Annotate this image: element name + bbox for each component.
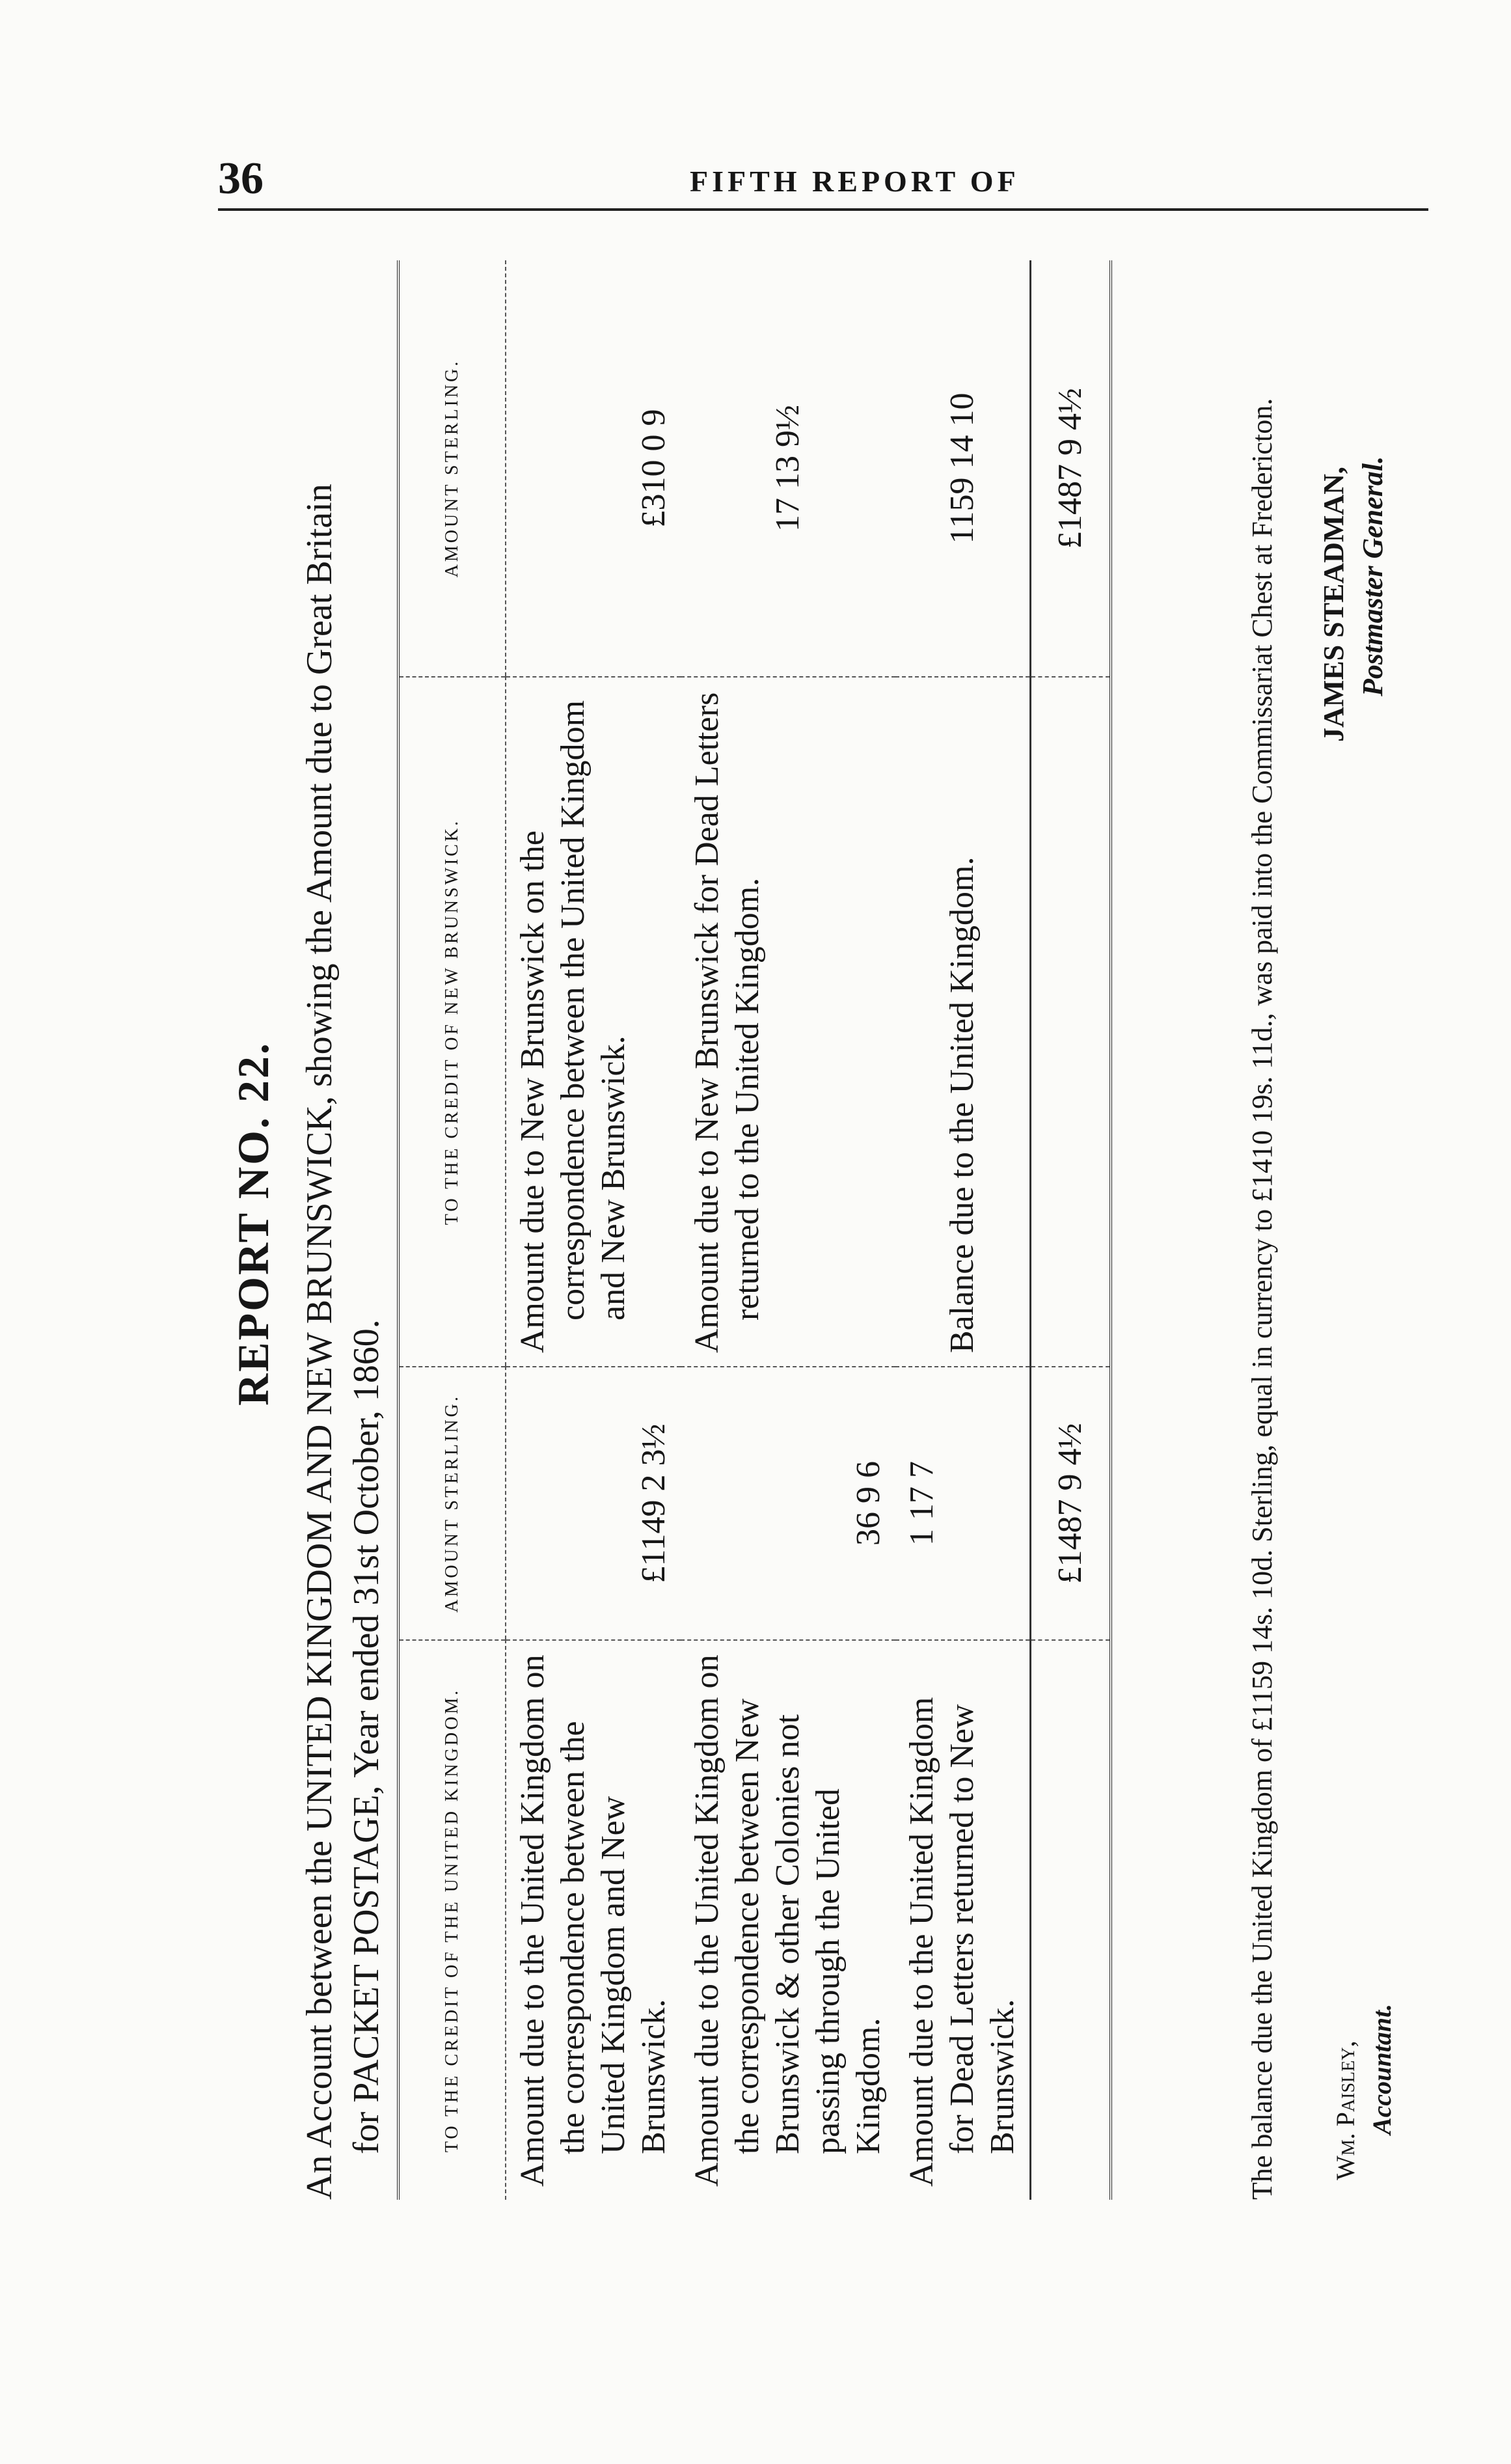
uk-item-desc: Amount due to the United Kingdom on the correspondence between the United Kingdom and New Brunswick. [514, 1654, 672, 2187]
uk-item-desc: Amount due to the United Kingdom for Dead Letters returned to New Brunswick. [903, 1697, 1021, 2187]
total-nb-amount: £1487 9 4½ [1031, 260, 1111, 677]
table-row [506, 260, 681, 2200]
uk-item-amount: 36 9 6 [681, 1367, 895, 1640]
header-uk-credit: TO THE CREDIT OF THE UNITED KINGDOM. [398, 1640, 506, 2200]
uk-item-amount: £1149 2 3½ [506, 1367, 681, 1640]
postmaster-name: JAMES STEADMAN, [1318, 467, 1350, 742]
nb-item-amount: 17 13 9½ [681, 260, 895, 677]
nb-item-desc: Amount due to New Brunswick for Dead Letters returned to the United Kingdom. [681, 677, 895, 1367]
uk-item-amount: 1 17 7 [895, 1367, 1031, 1640]
page-number: 36 [218, 154, 264, 204]
intro-line-1: An Account between the UNITED KINGDOM AND NEW BRUNSWICK, showing the Amount due to Great Britain [299, 484, 340, 2200]
report-intro [296, 247, 390, 2200]
footnote: The balance due the United Kingdom of £1159 14s. 10d. Sterling, equal in currency to £1410 19s. 11d., was paid into the Commissariat Chest at Fredericton. [1246, 398, 1278, 2200]
page-header [0, 0, 1511, 234]
intro-line-2: for PACKET POSTAGE, Year ended 31st October, 1860. [346, 1319, 387, 2154]
postmaster-title: Postmaster General. [1357, 456, 1389, 696]
table-header-row [398, 260, 506, 2200]
total-uk-amount: £1487 9 4½ [1031, 1367, 1111, 1640]
header-rule [218, 208, 1428, 211]
table-row [681, 260, 895, 2200]
nb-item-desc: Amount due to New Brunswick on the correspondence between the United Kingdom and New Brunswick. [506, 677, 681, 1367]
signature-postmaster [1314, 456, 1393, 742]
header-nb-credit: TO THE CREDIT OF NEW BRUNSWICK. [398, 677, 506, 1367]
header-uk-amount: AMOUNT STERLING. [398, 1367, 506, 1640]
table-row [895, 260, 1031, 2200]
accountant-name: Wm. Paisley, [1331, 2040, 1360, 2180]
signature-accountant [1327, 2004, 1400, 2180]
balance-amount: 1159 14 10 [895, 260, 1031, 677]
report-number: REPORT NO. 22. [228, 1041, 278, 1406]
balance-desc: Balance due to the United Kingdom. [895, 677, 1031, 1367]
account-table [397, 260, 1112, 2200]
running-head: FIFTH REPORT OF [690, 165, 1020, 198]
total-row [1031, 260, 1111, 2200]
header-nb-amount: AMOUNT STERLING. [398, 260, 506, 677]
uk-item-desc: Amount due to the United Kingdom on the correspondence between New Brunswick & other Colonies not passing through the United Kingdom. [688, 1654, 887, 2187]
report-body [221, 247, 1419, 2200]
accountant-title: Accountant. [1367, 2003, 1396, 2135]
nb-item-amount: £310 0 9 [506, 260, 681, 677]
